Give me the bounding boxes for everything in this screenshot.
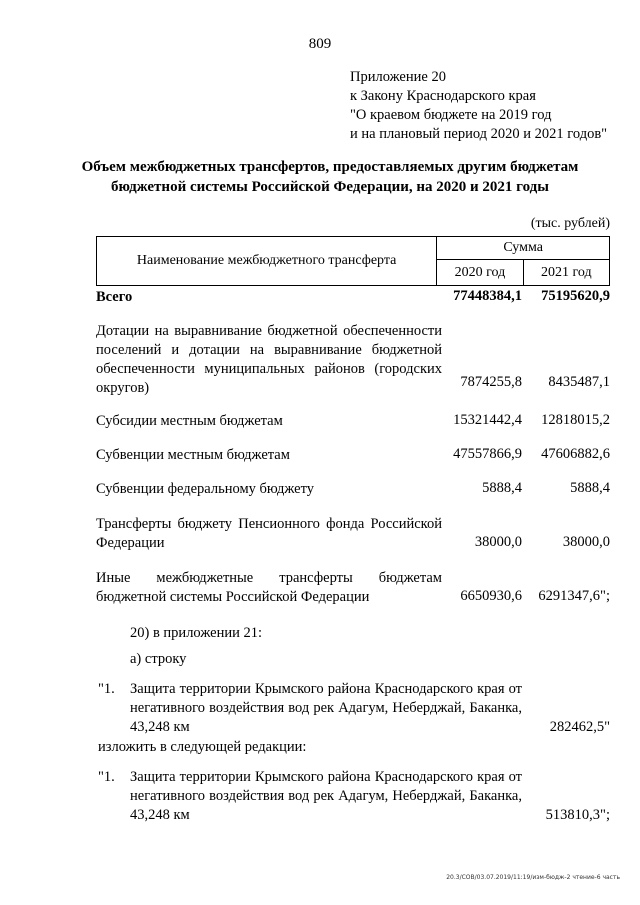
row-name: Субвенции федеральному бюджету [96, 481, 315, 497]
amendment-instruction: изложить в следующей редакции: [98, 739, 307, 755]
amendment-point: 20) в приложении 21: [130, 625, 263, 641]
row-name: Дотации на выравнивание бюджетной обеспеченности поселений и дотации на выравнивание бюджетной обеспеченности муниципальных районов (городских округов) [96, 323, 442, 396]
row-total-2021: 75195620,9 [541, 288, 610, 304]
old-row-text: Защита территории Крымского района Краснодарского края от негативного воздействия вод рек Адагум, Неберджай, Баканка, 43,248 км [130, 681, 522, 735]
row-value-2021: 8435487,1 [548, 374, 610, 390]
row-value-2020: 47557866,9 [453, 446, 522, 462]
new-row-value: 513810,3"; [545, 807, 610, 823]
title-line-1: Объем межбюджетных трансфертов, предоставляемых другим бюджетам [81, 159, 579, 175]
appendix-line-4: и на плановый период 2020 и 2021 годов" [350, 126, 608, 142]
title-line-2: бюджетной системы Российской Федерации, на 2020 и 2021 годы [111, 179, 549, 195]
row-name: Субсидии местным бюджетам [96, 413, 283, 429]
row-value-2021: 12818015,2 [541, 412, 610, 428]
footer-note: 20.3/СОВ/03.07.2019/11:19/изм-бюдж-2 чтение-6 часть [446, 874, 620, 881]
row-total-name: Всего [96, 289, 133, 305]
row-value-2021: 38000,0 [562, 534, 610, 550]
row-total-2020: 77448384,1 [453, 288, 522, 304]
appendix-reference [350, 68, 607, 144]
row-value-2021: 6291347,6"; [538, 588, 610, 604]
row-value-2020: 5888,4 [482, 480, 522, 496]
document-title [60, 157, 600, 197]
header-sum: Сумма [437, 237, 610, 260]
old-row-value: 282462,5" [549, 719, 610, 735]
page-number: 809 [308, 36, 332, 52]
row-value-2020: 7874255,8 [460, 374, 522, 390]
header-name: Наименование межбюджетного трансферта [97, 237, 437, 286]
table-header [96, 236, 610, 286]
row-name: Субвенции местным бюджетам [96, 447, 290, 463]
row-value-2020: 6650930,6 [460, 588, 522, 604]
row-name: Иные межбюджетные трансферты бюджетам бюджетной системы Российской Федерации [96, 570, 442, 605]
row-value-2021: 47606882,6 [541, 446, 610, 462]
appendix-line-3: "О краевом бюджете на 2019 год [350, 107, 552, 123]
row-value-2020: 15321442,4 [453, 412, 522, 428]
row-value-2020: 38000,0 [474, 534, 522, 550]
appendix-line-2: к Закону Краснодарского края [350, 88, 536, 104]
appendix-line-1: Приложение 20 [350, 69, 446, 85]
old-row-number: "1. [98, 681, 115, 697]
amendment-sub: а) строку [130, 651, 187, 667]
new-row-number: "1. [98, 769, 115, 785]
row-value-2021: 5888,4 [570, 480, 610, 496]
header-2020: 2020 год [437, 260, 523, 286]
units-label: (тыс. рублей) [530, 216, 610, 231]
new-row-text: Защита территории Крымского района Краснодарского края от негативного воздействия вод рек Адагум, Неберджай, Баканка, 43,248 км [130, 769, 522, 823]
row-name: Трансферты бюджету Пенсионного фонда Российской Федерации [96, 516, 442, 551]
header-2021: 2021 год [523, 260, 609, 286]
